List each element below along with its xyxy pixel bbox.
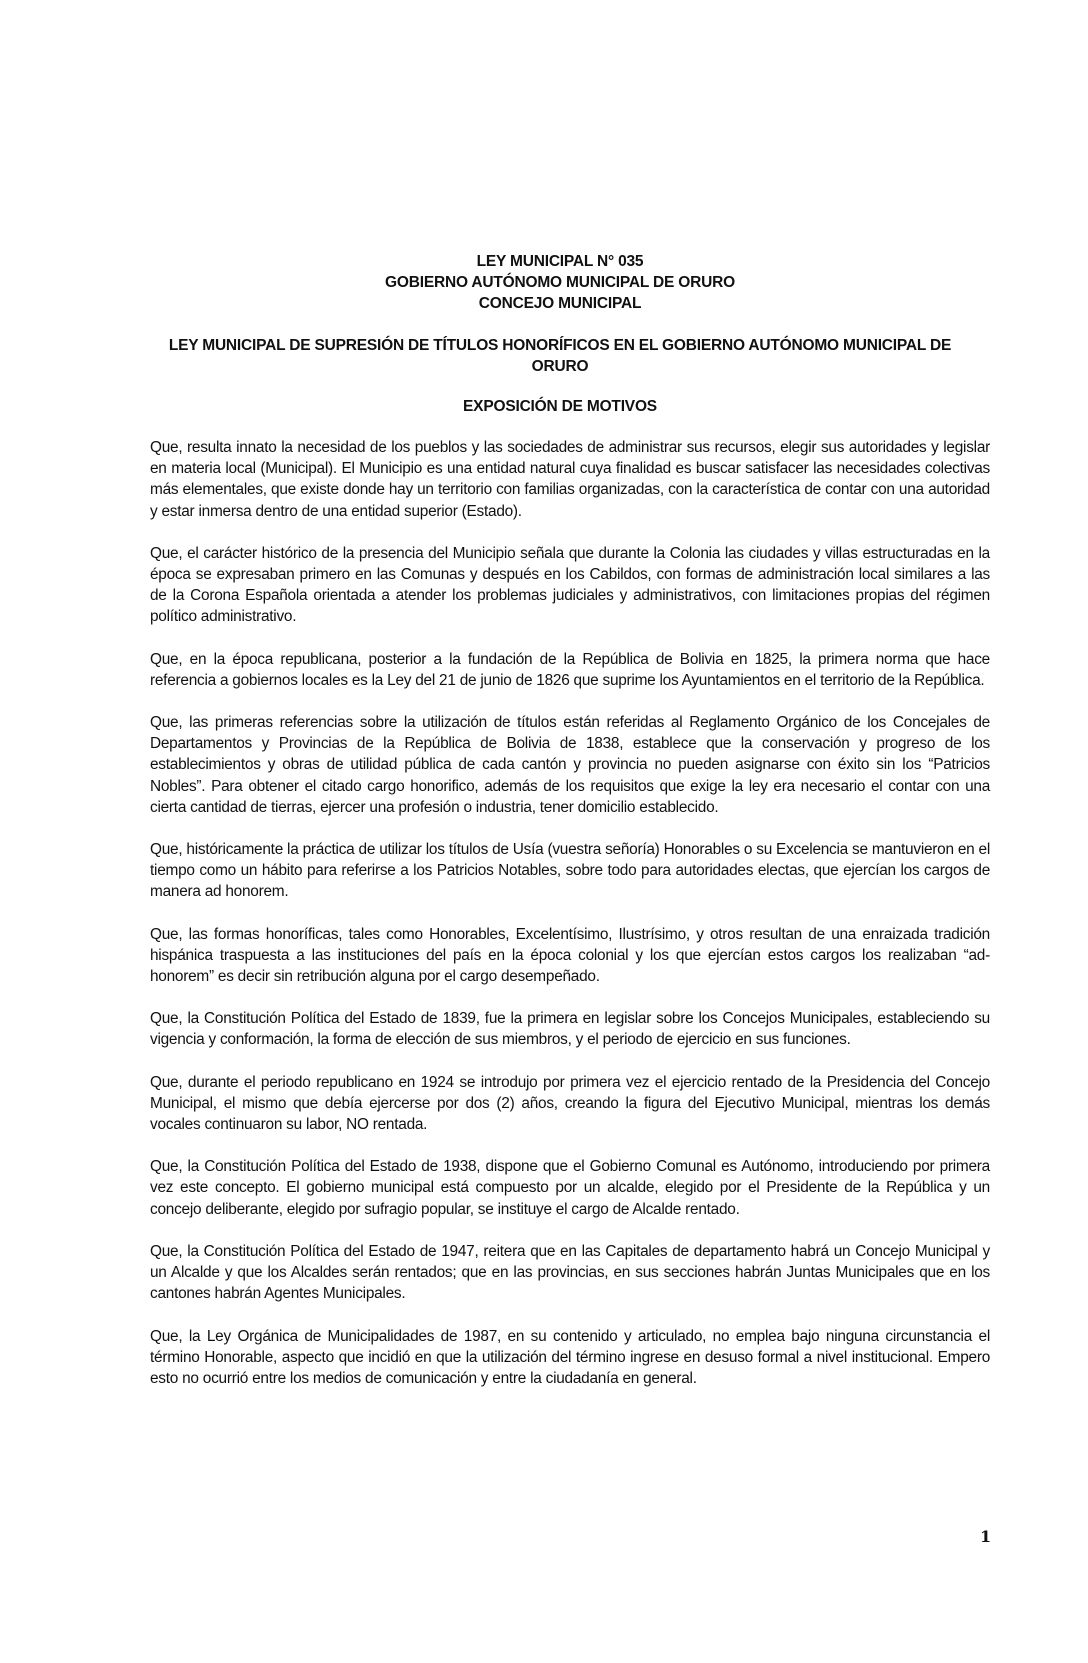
paragraph: Que, resulta innato la necesidad de los pueblos y las sociedades de administrar sus recursos, elegir sus autoridades y legislar en materia local (Municipal). El Municipio es una entidad natural cuya finalidad es buscar satisfacer las necesidades colectivas más elementales, que existe donde hay un territorio con familias organizadas, con la característica de contar con una autoridad y estar inmersa dentro de una entidad superior (Estado). (150, 439, 990, 520)
law-title: LEY MUNICIPAL DE SUPRESIÓN DE TÍTULOS HONORÍFICOS EN EL GOBIERNO AUTÓNOMO MUNICIPAL DE ORURO (168, 337, 952, 375)
paragraph: Que, las formas honoríficas, tales como Honorables, Excelentísimo, Ilustrísimo, y otros resultan de una enraizada tradición hispánica traspuesta a las instituciones del país en la época colonial y los que ejercían estos cargos los realizaban “ad-honorem” es decir sin retribución alguna por el cargo desempeñado. (150, 925, 990, 986)
paragraph: Que, durante el periodo republicano en 1924 se introdujo por primera vez el ejercicio rentado de la Presidencia del Concejo Municipal, el mismo que debía ejercerse por dos (2) años, creando la figura del Ejecutivo Municipal, mientras los demás vocales continuaron su labor, NO rentada. (150, 1073, 990, 1134)
paragraph: Que, en la época republicana, posterior a la fundación de la República de Bolivia en 1825, la primera norma que hace referencia a gobiernos locales es la Ley del 21 de junio de 1826 que suprime los Ayuntamientos en el territorio de la República. (150, 650, 990, 689)
document-header (140, 251, 980, 314)
page-number: 1 (980, 1527, 992, 1546)
section-title: EXPOSICIÓN DE MOTIVOS (463, 398, 657, 415)
government-name: GOBIERNO AUTÓNOMO MUNICIPAL DE ORURO (385, 274, 735, 291)
law-number: LEY MUNICIPAL N° 035 (476, 253, 644, 270)
paragraph: Que, la Constitución Política del Estado de 1839, fue la primera en legislar sobre los Concejos Municipales, estableciendo su vigencia y conformación, la forma de elección de sus miembros, y el periodo de ejercicio en sus funciones. (150, 1010, 990, 1049)
paragraph: Que, la Constitución Política del Estado de 1938, dispone que el Gobierno Comunal es Autónomo, introduciendo por primera vez este concepto. El gobierno municipal está compuesto por un alcalde, elegido por el Presidente de la República y un concejo deliberante, elegido por sufragio popular, se instituye el cargo de Alcalde rentado. (150, 1158, 990, 1218)
paragraph: Que, históricamente la práctica de utilizar los títulos de Usía (vuestra señoría) Honorables o su Excelencia se mantuvieron en el tiempo como un hábito para referirse a los Patricios Notables, sobre todo para autoridades electas, que ejercían los cargos de manera ad honorem. (150, 841, 990, 901)
paragraph: Que, las primeras referencias sobre la utilización de títulos están referidas al Reglamento Orgánico de los Concejales de Departamentos y Provincias de la República de Bolivia de 1838, establece que la conservación y progreso de los establecimientos y obras de utilidad pública de cada cantón y provincia no pueden asignarse con éxito sin los “Patricios Nobles”. Para obtener el citado cargo honorifico, además de los requisitos que exige la ley era necesario el contar con una cierta cantidad de tierras, ejercer una profesión o industria, tener domicilio establecido. (150, 714, 990, 816)
paragraph: Que, el carácter histórico de la presencia del Municipio señala que durante la Colonia las ciudades y villas estructuradas en la época se expresaban primero en las Comunas y después en los Cabildos, con formas de administración local similares a las de la Corona Española orientada a atender los problemas judiciales y administrativos, con limitaciones propias del régimen político administrativo. (150, 544, 990, 626)
paragraph: Que, la Ley Orgánica de Municipalidades de 1987, en su contenido y articulado, no emplea bajo ninguna circunstancia el término Honorable, aspecto que incidió en que la utilización del término ingrese en desuso formal a nivel institucional. Empero esto no ocurrió entre los medios de comunicación y entre la ciudadanía en general. (150, 1327, 990, 1387)
document-body (150, 437, 990, 1410)
council-name: CONCEJO MUNICIPAL (478, 295, 642, 312)
paragraph: Que, la Constitución Política del Estado de 1947, reitera que en las Capitales de departamento habrá un Concejo Municipal y un Alcalde y que los Alcaldes serán rentados; que en las provincias, en sus secciones habrán Juntas Municipales que en los cantones habrán Agentes Municipales. (150, 1242, 990, 1303)
